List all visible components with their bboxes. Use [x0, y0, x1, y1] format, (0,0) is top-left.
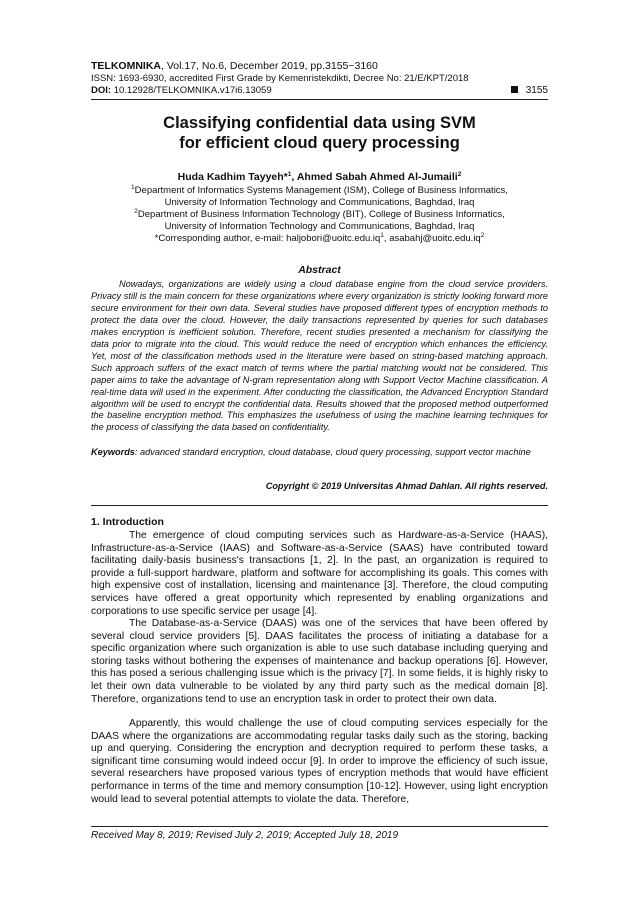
header-rule	[91, 99, 548, 100]
corresponding-author	[91, 233, 548, 245]
square-bullet-icon	[511, 86, 518, 93]
affiliation-1-text: Department of Informatics Systems Management (ISM), College of Business Informatics,	[134, 185, 508, 196]
affiliation-1-line-2: University of Information Technology and Communications, Baghdad, Iraq	[164, 197, 475, 208]
abstract-heading: Abstract	[298, 264, 341, 276]
issn-line: ISSN: 1693-6930, accredited First Grade by Kemenristekdikti, Decree No: 21/E/KPT/2018	[91, 73, 469, 84]
author-1-sup: 1	[287, 171, 292, 178]
author-separator: ,	[291, 171, 297, 183]
doi-link[interactable]: 10.12928/TELKOMNIKA.v17i6.13059	[111, 85, 272, 96]
author-2-sup: 2	[457, 171, 462, 178]
doi-label: DOI:	[91, 85, 112, 96]
affiliation-2-line-2: University of Information Technology and Communications, Baghdad, Iraq	[164, 221, 475, 232]
title-line-2: for efficient cloud query processing	[179, 134, 460, 152]
affiliation-2-sup: 2	[134, 208, 138, 215]
section-heading-introduction: 1. Introduction	[91, 516, 164, 528]
corresponding-sup-2: 2	[480, 232, 485, 239]
corresponding-sup-1: 1	[380, 232, 384, 239]
journal-issue: , Vol.17, No.6, December 2019, pp.3155~3160	[161, 60, 378, 72]
copyright-notice: Copyright © 2019 Universitas Ahmad Dahlan. All rights reserved.	[265, 481, 548, 491]
keywords	[91, 447, 548, 459]
page-number: 3155	[525, 85, 548, 96]
intro-paragraph-3: Apparently, this would challenge the use of cloud computing services especially for the DAAS where the organizations are accommodating regular tasks daily such as the storing, backing up and querying. Considering the encryption and decryption required to perform these tasks, a significant time consuming would indeed occur [9]. In order to improve the efficiency of such issue, several researchers have proposed various types of encryption methods that would have efficient performance in terms of the time and memory consumption [10-12]. However, using light encryption would lead to several potential attempts to violate the data. Therefore,	[91, 718, 548, 805]
journal-name: TELKOMNIKA	[91, 60, 161, 72]
corresponding-email-1[interactable]: *Corresponding author, e-mail: haljobori@uoitc.edu.iq	[154, 233, 381, 244]
page-number-block	[511, 85, 548, 98]
affiliation-2-text: Department of Business Information Technology (BIT), College of Business Informatics,	[137, 209, 505, 220]
abstract-text: Nowadays, organizations are widely using a cloud database engine from the cloud service providers. Privacy still is the main concern for these organizations where every organization is strictly looking forward more secure environment for their own data. Several studies have proposed different types of encryption methods to protect the data over the cloud. However, the daily transactions represented by queries for such databases makes encryption is inefficient solution. Therefore, recent studies presented a mechanism for classifying the data prior to migrate into the cloud. This would reduce the need of encryption which enhances the efficiency. Yet, most of the classification methods used in the literature were based on string-based matching approach. Such approach suffers of the exact match of terms where the partial matching would not be considered. This paper aims to take the advantage of N-gram representation along with Support Vector Machine classification. A real-time data will used in the experiment. After conducting the classification, the Advanced Encryption Standard algorithm will be used to encrypt the confidential data. Results showed that the proposed method outperformed the baseline encryption method. This emphasizes the usefulness of using the machine learning techniques for the process of classifying the data based on confidentiality.	[91, 279, 548, 433]
author-1: Huda Kadhim Tayyeh*	[177, 171, 288, 183]
journal-header	[91, 60, 548, 73]
received-dates: Received May 8, 2019; Revised July 2, 2019; Accepted July 18, 2019	[91, 830, 399, 841]
author-2: Ahmed Sabah Ahmed Al-Jumaili	[296, 171, 458, 183]
intro-paragraph-2: The Database-as-a-Service (DAAS) was one of the services that have been offered by several cloud service providers [5]. DAAS facilitates the process of initiating a database for a specific organization where such organization is able to use such database including querying and storing tasks without bothering the expenses of maintenance and backup operations [6]. However, this has posed a serious challenging issue which is the privacy [7]. In some fields, it is highly risky to let their own data vulnerable to be violated by any third party such as the medical domain [8]. Therefore, organizations tend to use an encryption task in order to protect their own data.	[91, 618, 548, 705]
author-list	[91, 171, 548, 184]
title-line-1: Classifying confidential data using SVM	[163, 114, 476, 132]
keywords-label: Keywords	[91, 447, 135, 457]
paper-title	[91, 113, 548, 153]
footer-rule	[91, 826, 548, 827]
keywords-text: : advanced standard encryption, cloud database, cloud query processing, support vector machine	[134, 447, 531, 457]
affiliation-2-line-1	[91, 209, 548, 221]
intro-paragraph-1: The emergence of cloud computing services such as Hardware-as-a-Service (HAAS), Infrastructure-as-a-Service (IAAS) and Software-as-a-Service (SAAS) have contributed toward facilitating daily-basis business's transactions [1, 2]. In the past, an organization is required to provide a full-support hardware, platform and software for accomplishing its goals. This comes with high expensive cost of installation, licensing and maintenance [3]. Therefore, the cloud computing services have offered a great opportunity which represented by enabling organizations and corporations to use specific service per usage [4].	[91, 530, 548, 617]
affiliation-1-sup: 1	[131, 184, 135, 191]
doi-line	[91, 85, 548, 98]
abstract-rule	[91, 505, 548, 506]
affiliation-1-line-1	[91, 185, 548, 197]
corresponding-email-2[interactable]: , asabahj@uoitc.edu.iq	[383, 233, 481, 244]
